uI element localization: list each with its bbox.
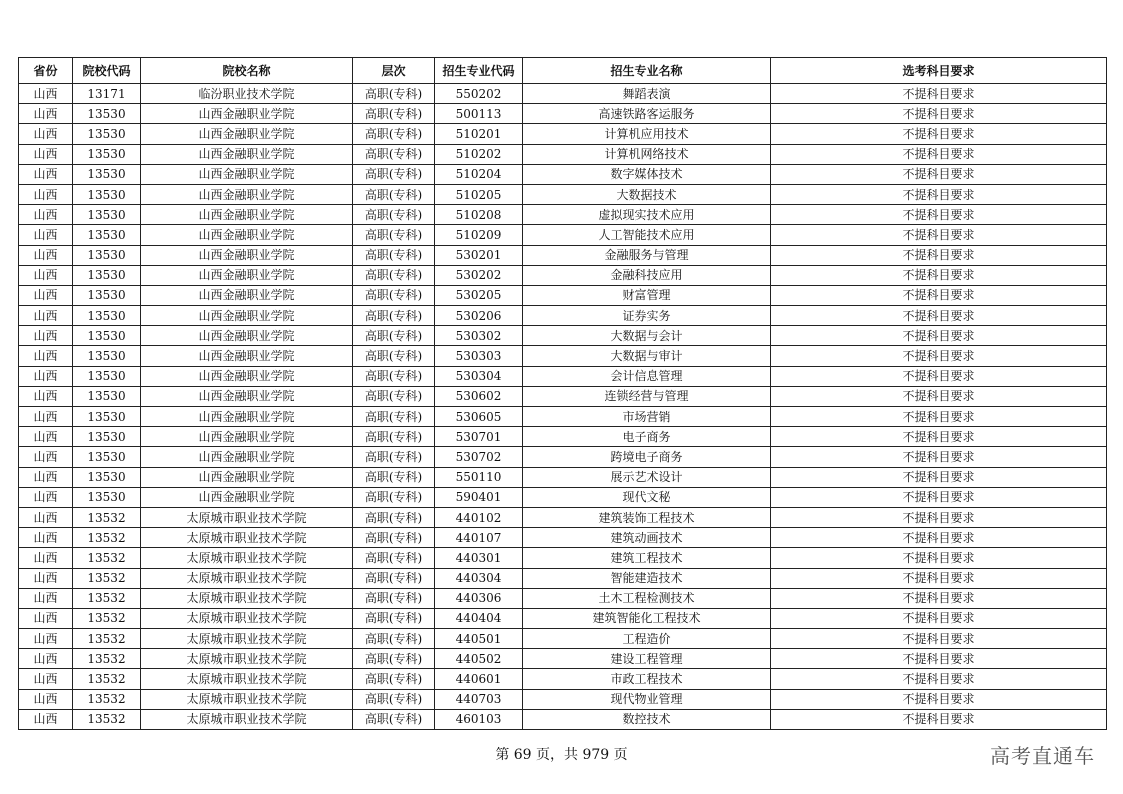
cell-school-code: 13530	[73, 487, 141, 507]
cell-school-code: 13530	[73, 447, 141, 467]
cell-major-name: 大数据与会计	[523, 326, 771, 346]
cell-level: 高职(专科)	[353, 144, 435, 164]
table-row	[19, 84, 1107, 104]
cell-major-code: 530206	[435, 306, 523, 326]
cell-school-name: 山西金融职业学院	[141, 306, 353, 326]
cell-school-name: 山西金融职业学院	[141, 487, 353, 507]
cell-major-code: 440306	[435, 588, 523, 608]
cell-level: 高职(专科)	[353, 245, 435, 265]
cell-school-name: 太原城市职业技术学院	[141, 669, 353, 689]
cell-province: 山西	[19, 124, 73, 144]
cell-level: 高职(专科)	[353, 528, 435, 548]
cell-major-name: 建筑装饰工程技术	[523, 507, 771, 527]
cell-subject-requirement: 不提科目要求	[771, 265, 1107, 285]
cell-level: 高职(专科)	[353, 386, 435, 406]
cell-level: 高职(专科)	[353, 124, 435, 144]
table-row	[19, 689, 1107, 709]
cell-major-name: 建设工程管理	[523, 649, 771, 669]
cell-school-code: 13532	[73, 649, 141, 669]
cell-major-code: 510201	[435, 124, 523, 144]
cell-school-name: 山西金融职业学院	[141, 427, 353, 447]
cell-major-code: 530201	[435, 245, 523, 265]
cell-province: 山西	[19, 326, 73, 346]
cell-level: 高职(专科)	[353, 184, 435, 204]
cell-level: 高职(专科)	[353, 669, 435, 689]
cell-province: 山西	[19, 407, 73, 427]
cell-major-code: 590401	[435, 487, 523, 507]
cell-subject-requirement: 不提科目要求	[771, 366, 1107, 386]
table-row	[19, 447, 1107, 467]
cell-major-code: 440304	[435, 568, 523, 588]
cell-level: 高职(专科)	[353, 366, 435, 386]
cell-major-name: 展示艺术设计	[523, 467, 771, 487]
cell-subject-requirement: 不提科目要求	[771, 386, 1107, 406]
cell-major-name: 金融科技应用	[523, 265, 771, 285]
cell-school-code: 13530	[73, 164, 141, 184]
cell-province: 山西	[19, 366, 73, 386]
cell-province: 山西	[19, 608, 73, 628]
table-row	[19, 669, 1107, 689]
cell-school-name: 太原城市职业技术学院	[141, 548, 353, 568]
cell-school-name: 太原城市职业技术学院	[141, 649, 353, 669]
cell-subject-requirement: 不提科目要求	[771, 467, 1107, 487]
cell-subject-requirement: 不提科目要求	[771, 709, 1107, 729]
cell-subject-requirement: 不提科目要求	[771, 144, 1107, 164]
cell-major-code: 510208	[435, 205, 523, 225]
cell-level: 高职(专科)	[353, 689, 435, 709]
cell-major-name: 工程造价	[523, 629, 771, 649]
cell-province: 山西	[19, 548, 73, 568]
cell-subject-requirement: 不提科目要求	[771, 507, 1107, 527]
cell-major-name: 建筑动画技术	[523, 528, 771, 548]
cell-province: 山西	[19, 528, 73, 548]
cell-major-code: 440404	[435, 608, 523, 628]
cell-major-name: 数控技术	[523, 709, 771, 729]
cell-subject-requirement: 不提科目要求	[771, 487, 1107, 507]
cell-school-name: 山西金融职业学院	[141, 326, 353, 346]
cell-level: 高职(专科)	[353, 608, 435, 628]
cell-major-name: 建筑工程技术	[523, 548, 771, 568]
cell-school-code: 13532	[73, 568, 141, 588]
cell-province: 山西	[19, 104, 73, 124]
cell-province: 山西	[19, 629, 73, 649]
cell-school-name: 山西金融职业学院	[141, 386, 353, 406]
cell-subject-requirement: 不提科目要求	[771, 285, 1107, 305]
cell-major-code: 530702	[435, 447, 523, 467]
cell-school-name: 太原城市职业技术学院	[141, 588, 353, 608]
cell-school-code: 13532	[73, 588, 141, 608]
cell-school-code: 13171	[73, 84, 141, 104]
cell-major-code: 440502	[435, 649, 523, 669]
cell-major-code: 530701	[435, 427, 523, 447]
cell-level: 高职(专科)	[353, 326, 435, 346]
cell-school-code: 13530	[73, 306, 141, 326]
cell-major-name: 计算机网络技术	[523, 144, 771, 164]
cell-school-name: 山西金融职业学院	[141, 184, 353, 204]
cell-subject-requirement: 不提科目要求	[771, 447, 1107, 467]
cell-subject-requirement: 不提科目要求	[771, 629, 1107, 649]
table-row	[19, 306, 1107, 326]
cell-school-code: 13532	[73, 689, 141, 709]
cell-major-name: 数字媒体技术	[523, 164, 771, 184]
cell-subject-requirement: 不提科目要求	[771, 407, 1107, 427]
cell-major-name: 会计信息管理	[523, 366, 771, 386]
cell-province: 山西	[19, 649, 73, 669]
cell-school-code: 13530	[73, 144, 141, 164]
cell-subject-requirement: 不提科目要求	[771, 245, 1107, 265]
cell-major-name: 虚拟现实技术应用	[523, 205, 771, 225]
table-header-row	[19, 58, 1107, 84]
table-row	[19, 104, 1107, 124]
cell-school-code: 13530	[73, 265, 141, 285]
cell-subject-requirement: 不提科目要求	[771, 669, 1107, 689]
cell-level: 高职(专科)	[353, 225, 435, 245]
cell-major-code: 510202	[435, 144, 523, 164]
cell-school-name: 山西金融职业学院	[141, 245, 353, 265]
cell-major-name: 现代文秘	[523, 487, 771, 507]
table-row	[19, 144, 1107, 164]
cell-level: 高职(专科)	[353, 265, 435, 285]
table-row	[19, 285, 1107, 305]
cell-major-code: 440601	[435, 669, 523, 689]
table-row	[19, 649, 1107, 669]
cell-school-name: 太原城市职业技术学院	[141, 568, 353, 588]
cell-major-code: 550202	[435, 84, 523, 104]
cell-major-code: 530303	[435, 346, 523, 366]
cell-province: 山西	[19, 184, 73, 204]
cell-major-name: 证券实务	[523, 306, 771, 326]
cell-province: 山西	[19, 427, 73, 447]
cell-level: 高职(专科)	[353, 507, 435, 527]
cell-level: 高职(专科)	[353, 164, 435, 184]
cell-level: 高职(专科)	[353, 407, 435, 427]
header-level: 层次	[353, 58, 435, 84]
page-number: 第 69 页，共 979 页	[495, 747, 628, 763]
cell-level: 高职(专科)	[353, 649, 435, 669]
cell-level: 高职(专科)	[353, 709, 435, 729]
cell-school-code: 13532	[73, 629, 141, 649]
cell-school-code: 13530	[73, 184, 141, 204]
cell-subject-requirement: 不提科目要求	[771, 164, 1107, 184]
table-row	[19, 346, 1107, 366]
cell-school-code: 13530	[73, 205, 141, 225]
cell-school-name: 临汾职业技术学院	[141, 84, 353, 104]
cell-subject-requirement: 不提科目要求	[771, 548, 1107, 568]
table-row	[19, 467, 1107, 487]
cell-school-name: 山西金融职业学院	[141, 104, 353, 124]
cell-school-code: 13532	[73, 528, 141, 548]
cell-subject-requirement: 不提科目要求	[771, 326, 1107, 346]
table-row	[19, 164, 1107, 184]
table-row	[19, 124, 1107, 144]
cell-school-name: 太原城市职业技术学院	[141, 608, 353, 628]
cell-school-code: 13532	[73, 608, 141, 628]
cell-province: 山西	[19, 709, 73, 729]
cell-province: 山西	[19, 144, 73, 164]
cell-province: 山西	[19, 487, 73, 507]
cell-level: 高职(专科)	[353, 427, 435, 447]
cell-level: 高职(专科)	[353, 467, 435, 487]
cell-school-code: 13530	[73, 346, 141, 366]
cell-subject-requirement: 不提科目要求	[771, 104, 1107, 124]
cell-major-code: 530302	[435, 326, 523, 346]
cell-major-name: 智能建造技术	[523, 568, 771, 588]
cell-subject-requirement: 不提科目要求	[771, 84, 1107, 104]
cell-major-name: 计算机应用技术	[523, 124, 771, 144]
cell-school-name: 山西金融职业学院	[141, 164, 353, 184]
cell-school-code: 13530	[73, 407, 141, 427]
cell-province: 山西	[19, 205, 73, 225]
cell-major-name: 大数据与审计	[523, 346, 771, 366]
header-province: 省份	[19, 58, 73, 84]
cell-level: 高职(专科)	[353, 568, 435, 588]
cell-major-code: 440703	[435, 689, 523, 709]
cell-subject-requirement: 不提科目要求	[771, 588, 1107, 608]
cell-school-name: 山西金融职业学院	[141, 205, 353, 225]
cell-subject-requirement: 不提科目要求	[771, 568, 1107, 588]
cell-school-name: 山西金融职业学院	[141, 285, 353, 305]
cell-province: 山西	[19, 164, 73, 184]
cell-major-name: 建筑智能化工程技术	[523, 608, 771, 628]
cell-major-code: 460103	[435, 709, 523, 729]
cell-major-code: 510205	[435, 184, 523, 204]
cell-major-code: 530202	[435, 265, 523, 285]
table-row	[19, 366, 1107, 386]
table-row	[19, 487, 1107, 507]
cell-school-code: 13532	[73, 669, 141, 689]
cell-major-code: 530205	[435, 285, 523, 305]
table-row	[19, 608, 1107, 628]
cell-subject-requirement: 不提科目要求	[771, 608, 1107, 628]
cell-school-code: 13530	[73, 386, 141, 406]
table-row	[19, 528, 1107, 548]
cell-school-code: 13530	[73, 124, 141, 144]
cell-level: 高职(专科)	[353, 548, 435, 568]
cell-school-code: 13530	[73, 467, 141, 487]
cell-level: 高职(专科)	[353, 205, 435, 225]
cell-province: 山西	[19, 447, 73, 467]
cell-subject-requirement: 不提科目要求	[771, 124, 1107, 144]
cell-school-name: 山西金融职业学院	[141, 467, 353, 487]
cell-major-name: 财富管理	[523, 285, 771, 305]
cell-province: 山西	[19, 245, 73, 265]
cell-school-name: 山西金融职业学院	[141, 144, 353, 164]
cell-major-name: 人工智能技术应用	[523, 225, 771, 245]
cell-province: 山西	[19, 467, 73, 487]
cell-province: 山西	[19, 386, 73, 406]
cell-school-code: 13532	[73, 548, 141, 568]
cell-school-code: 13530	[73, 104, 141, 124]
cell-school-name: 山西金融职业学院	[141, 124, 353, 144]
cell-province: 山西	[19, 306, 73, 326]
cell-province: 山西	[19, 669, 73, 689]
cell-province: 山西	[19, 689, 73, 709]
cell-major-name: 舞蹈表演	[523, 84, 771, 104]
cell-school-name: 太原城市职业技术学院	[141, 528, 353, 548]
cell-major-name: 现代物业管理	[523, 689, 771, 709]
cell-school-code: 13530	[73, 225, 141, 245]
cell-level: 高职(专科)	[353, 104, 435, 124]
cell-subject-requirement: 不提科目要求	[771, 528, 1107, 548]
table-body	[19, 84, 1107, 730]
header-subject-requirement: 选考科目要求	[771, 58, 1107, 84]
cell-major-code: 440107	[435, 528, 523, 548]
cell-school-code: 13532	[73, 507, 141, 527]
cell-province: 山西	[19, 346, 73, 366]
cell-school-name: 山西金融职业学院	[141, 407, 353, 427]
table-row	[19, 407, 1107, 427]
cell-school-name: 山西金融职业学院	[141, 366, 353, 386]
watermark-logo: 高考直通车	[990, 744, 1095, 768]
cell-subject-requirement: 不提科目要求	[771, 689, 1107, 709]
table-row	[19, 205, 1107, 225]
header-school-code: 院校代码	[73, 58, 141, 84]
cell-level: 高职(专科)	[353, 447, 435, 467]
cell-major-code: 440301	[435, 548, 523, 568]
cell-subject-requirement: 不提科目要求	[771, 184, 1107, 204]
header-school-name: 院校名称	[141, 58, 353, 84]
cell-major-code: 530304	[435, 366, 523, 386]
table-row	[19, 245, 1107, 265]
cell-school-name: 山西金融职业学院	[141, 447, 353, 467]
cell-school-name: 太原城市职业技术学院	[141, 629, 353, 649]
cell-school-code: 13532	[73, 709, 141, 729]
cell-major-code: 500113	[435, 104, 523, 124]
cell-subject-requirement: 不提科目要求	[771, 649, 1107, 669]
cell-province: 山西	[19, 285, 73, 305]
cell-major-code: 530605	[435, 407, 523, 427]
cell-level: 高职(专科)	[353, 285, 435, 305]
cell-school-name: 山西金融职业学院	[141, 346, 353, 366]
cell-level: 高职(专科)	[353, 306, 435, 326]
header-major-name: 招生专业名称	[523, 58, 771, 84]
table-row	[19, 548, 1107, 568]
cell-major-name: 土木工程检测技术	[523, 588, 771, 608]
table-row	[19, 265, 1107, 285]
cell-province: 山西	[19, 507, 73, 527]
table-row	[19, 326, 1107, 346]
table-row	[19, 184, 1107, 204]
cell-school-code: 13530	[73, 366, 141, 386]
cell-subject-requirement: 不提科目要求	[771, 306, 1107, 326]
cell-major-name: 高速铁路客运服务	[523, 104, 771, 124]
cell-major-code: 510209	[435, 225, 523, 245]
cell-subject-requirement: 不提科目要求	[771, 346, 1107, 366]
cell-major-name: 金融服务与管理	[523, 245, 771, 265]
cell-major-name: 市政工程技术	[523, 669, 771, 689]
cell-major-name: 连锁经营与管理	[523, 386, 771, 406]
cell-major-name: 跨境电子商务	[523, 447, 771, 467]
table-row	[19, 568, 1107, 588]
table-row	[19, 386, 1107, 406]
admission-table	[18, 57, 1107, 730]
cell-major-code: 440102	[435, 507, 523, 527]
cell-province: 山西	[19, 568, 73, 588]
table-row	[19, 225, 1107, 245]
cell-school-name: 太原城市职业技术学院	[141, 689, 353, 709]
cell-school-name: 太原城市职业技术学院	[141, 709, 353, 729]
cell-major-code: 550110	[435, 467, 523, 487]
table-row	[19, 507, 1107, 527]
cell-major-name: 市场营销	[523, 407, 771, 427]
cell-level: 高职(专科)	[353, 629, 435, 649]
cell-school-name: 太原城市职业技术学院	[141, 507, 353, 527]
cell-level: 高职(专科)	[353, 84, 435, 104]
cell-major-code: 510204	[435, 164, 523, 184]
table-row	[19, 427, 1107, 447]
cell-school-code: 13530	[73, 285, 141, 305]
table-row	[19, 588, 1107, 608]
cell-subject-requirement: 不提科目要求	[771, 427, 1107, 447]
cell-major-code: 530602	[435, 386, 523, 406]
cell-subject-requirement: 不提科目要求	[771, 205, 1107, 225]
cell-school-code: 13530	[73, 326, 141, 346]
table-row	[19, 629, 1107, 649]
cell-school-name: 山西金融职业学院	[141, 225, 353, 245]
cell-subject-requirement: 不提科目要求	[771, 225, 1107, 245]
cell-level: 高职(专科)	[353, 346, 435, 366]
cell-school-name: 山西金融职业学院	[141, 265, 353, 285]
cell-major-name: 大数据技术	[523, 184, 771, 204]
cell-school-code: 13530	[73, 245, 141, 265]
cell-level: 高职(专科)	[353, 487, 435, 507]
cell-province: 山西	[19, 265, 73, 285]
cell-major-code: 440501	[435, 629, 523, 649]
cell-province: 山西	[19, 84, 73, 104]
header-major-code: 招生专业代码	[435, 58, 523, 84]
table-row	[19, 709, 1107, 729]
cell-province: 山西	[19, 588, 73, 608]
cell-level: 高职(专科)	[353, 588, 435, 608]
cell-major-name: 电子商务	[523, 427, 771, 447]
cell-province: 山西	[19, 225, 73, 245]
cell-school-code: 13530	[73, 427, 141, 447]
